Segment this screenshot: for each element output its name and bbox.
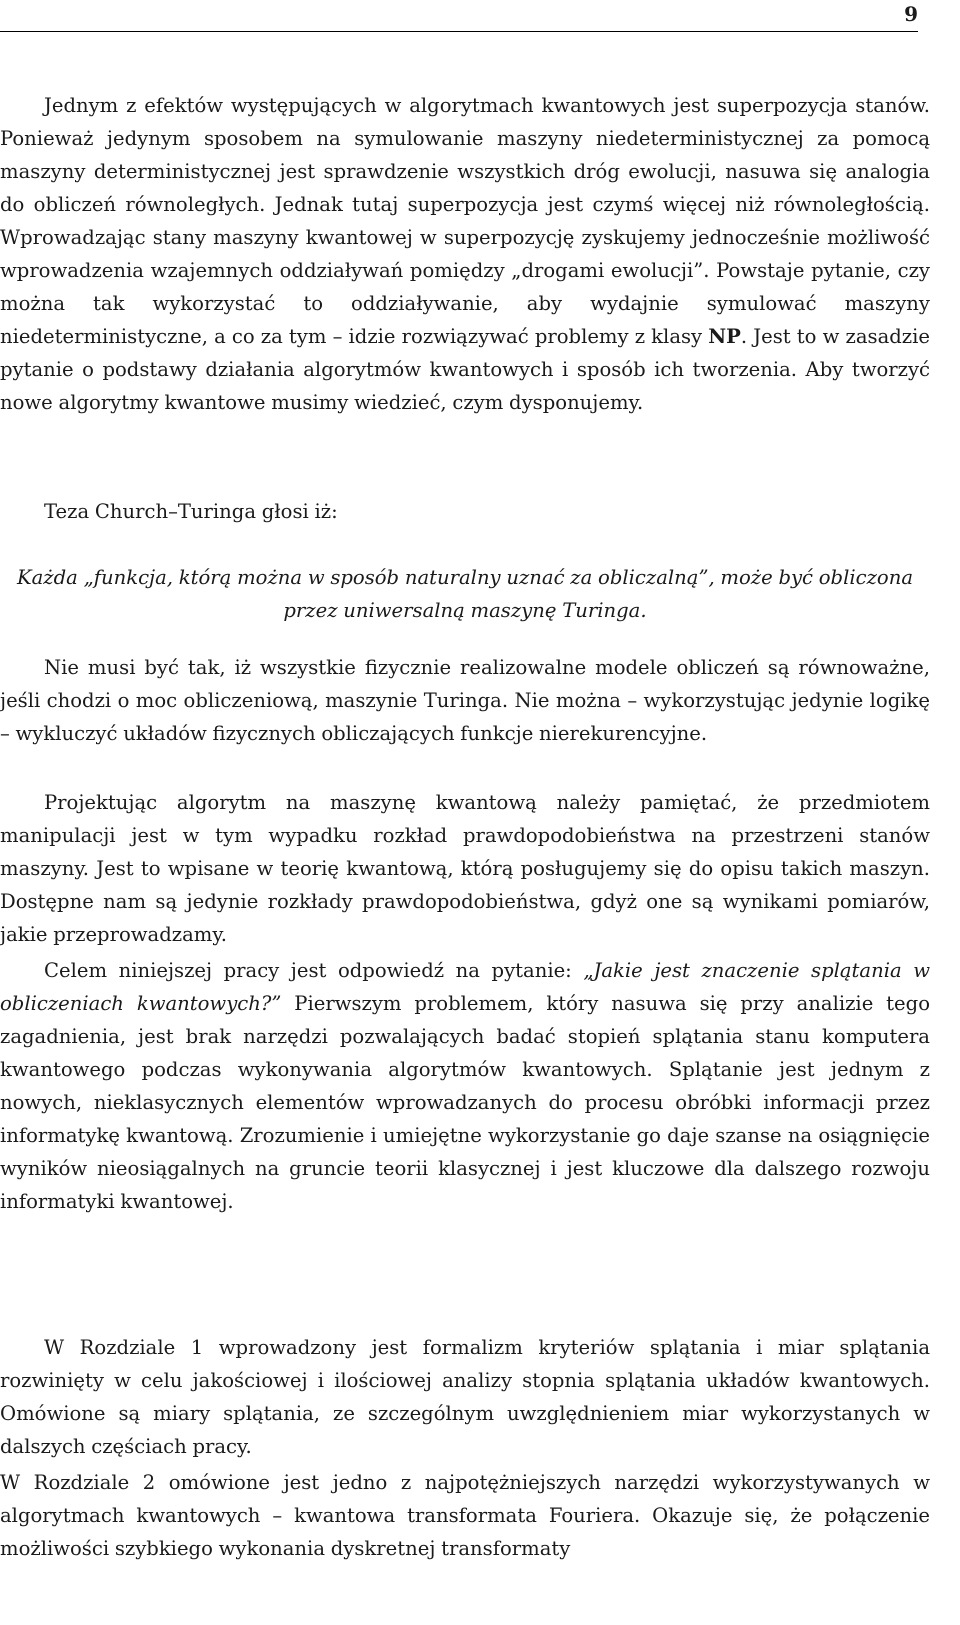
header-rule xyxy=(0,31,918,32)
complexity-class-np: NP xyxy=(708,325,741,348)
paragraph-thesis-goal xyxy=(0,954,930,1218)
paragraph-text: Nie musi być tak, iż wszystkie fizycznie realizowalne modele obliczeń są równoważne, jeśli chodzi o moc obliczeniową, maszynie Turinga. Nie można – wykorzystując jedynie logikę – wykluczyć układów fizycznych obliczających funkcje nierekurencyjne. xyxy=(0,656,930,745)
page-number: 9 xyxy=(904,2,918,26)
paragraph-chapter-2 xyxy=(0,1466,930,1565)
paragraph-probability-distribution xyxy=(0,786,930,951)
quote-text: Każda „funkcja, którą można w sposób naturalny uznać za obliczalną”, może być obliczona przez uniwersalną maszynę Turinga. xyxy=(16,566,914,622)
paragraph-text-tail: Pierwszym problemem, który nasuwa się przy analizie tego zagadnienia, jest brak narzędzi pozwalających badać stopień splątania stanu komputera kwantowego podczas wykonywania algorytmów kwantowych. Splątanie jest jednym z nowych, nieklasycznych elementów wprowadzanych do procesu obróbki informacji przez informatykę kwantową. Zrozumienie i umiejętne wykorzystanie go daje szanse na osiągnięcie wyników nieosiągalnych na gruncie teorii klasycznej i jest kluczowe dla dalszego rozwoju informatyki kwantowej. xyxy=(0,992,930,1213)
church-turing-quote xyxy=(0,561,930,627)
paragraph-physical-models xyxy=(0,651,930,750)
paragraph-text: Celem niniejszej pracy jest odpowiedź na pytanie: xyxy=(44,959,572,982)
paragraph-chapter-1 xyxy=(0,1331,930,1463)
paragraph-text: Teza Church–Turinga głosi iż: xyxy=(44,500,338,523)
paragraph-text: Jednym z efektów występujących w algorytmach kwantowych jest superpozycja stanów. Ponieważ jedynym sposobem na symulowanie maszyny niedeterministycznej za pomocą maszyny deterministycznej jest sprawdzenie wszystkich dróg ewolucji, nasuwa się analogia do obliczeń równoległych. Jednak tutaj superpozycja jest czymś więcej niż równoległością. Wprowadzając stany maszyny kwantowej w superpozycję zyskujemy jednocześnie możliwość wprowadzenia wzajemnych oddziaływań pomiędzy „drogami ewolucji”. Powstaje pytanie, czy można tak wykorzystać to oddziaływanie, aby wydajnie symulować maszyny niedeterministyczne, a co za tym – idzie rozwiązywać problemy z klasy xyxy=(0,94,930,348)
paragraph-text: W Rozdziale 1 wprowadzony jest formalizm kryteriów splątania i miar splątania rozwinięty w celu jakościowej i ilościowej analizy stopnia splątania układów kwantowych. Omówione są miary splątania, ze szczególnym uwzględnieniem miar wykorzystanych w dalszych częściach pracy. xyxy=(0,1336,930,1458)
paragraph-text: Projektując algorytm na maszynę kwantową należy pamiętać, że przedmiotem manipulacji jest w tym wypadku rozkład prawdopodobieństwa na przestrzeni stanów maszyny. Jest to wpisane w teorię kwantową, którą posługujemy się do opisu takich maszyn. Dostępne nam są jedynie rozkłady prawdopodobieństwa, gdyż one są wynikami pomiarów, jakie przeprowadzamy. xyxy=(0,791,930,946)
paragraph-church-turing-intro xyxy=(0,495,930,528)
paragraph-superposition xyxy=(0,89,930,419)
thesis-question: „Jakie jest znaczenie splątania w obliczeniach kwantowych?” xyxy=(0,959,931,1015)
paragraph-text-tail: . Jest to w zasadzie pytanie o podstawy działania algorytmów kwantowych i sposób ich tworzenia. Aby tworzyć nowe algorytmy kwantowe musimy wiedzieć, czym dysponujemy. xyxy=(0,325,930,414)
paragraph-text: W Rozdziale 2 omówione jest jedno z najpotężniejszych narzędzi wykorzystywanych w algorytmach kwantowych – kwantowa transformata Fouriera. Okazuje się, że połączenie możliwości szybkiego wykonania dyskretnej transformaty xyxy=(0,1471,930,1560)
